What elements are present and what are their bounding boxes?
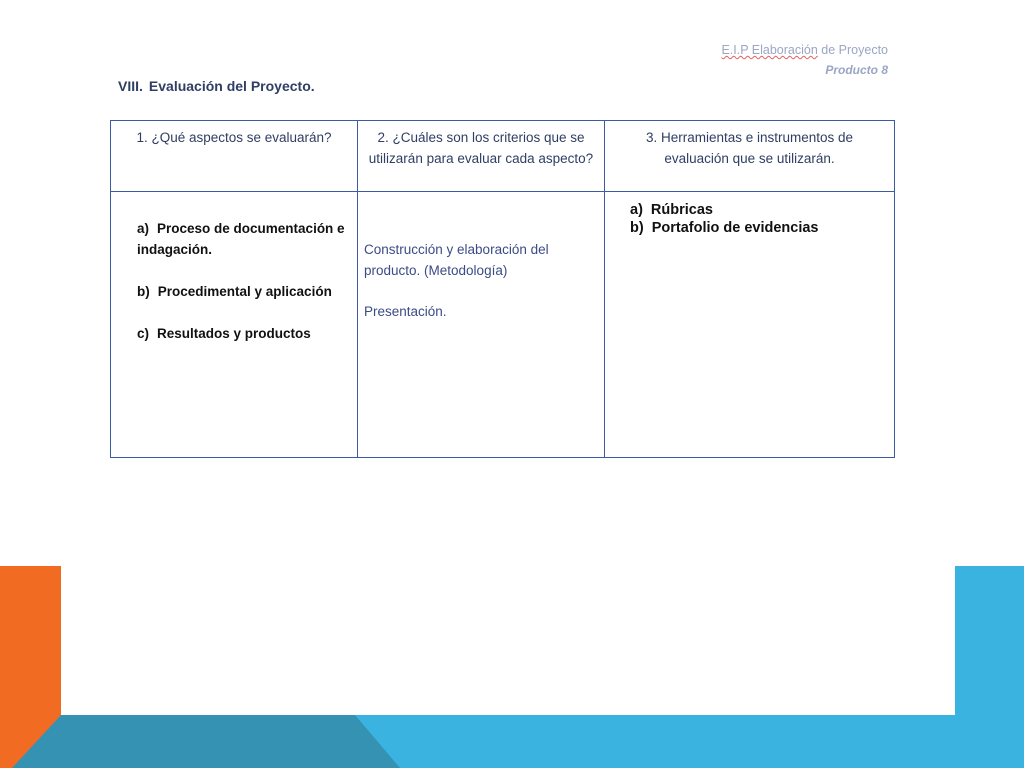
section-number: VIII. (118, 78, 143, 94)
list-item: c) Resultados y productos (137, 326, 311, 341)
column-header-tools: 3. Herramientas e instrumentos de evaluación que se utilizarán. (605, 121, 895, 192)
header-product: Producto 8 (825, 63, 888, 77)
criterion-presentation: Presentación. (364, 304, 447, 319)
list-item: b) Portafolio de evidencias (630, 220, 819, 236)
list-item: a) Proceso de documentación e indagación. (137, 221, 345, 257)
column-header-criteria: 2. ¿Cuáles son los criterios que se utilizarán para evaluar cada aspecto? (358, 121, 605, 192)
header-project: de Proyecto (817, 43, 888, 57)
criterion-construction: Construcción y elaboración del producto. (Metodología) (364, 242, 549, 278)
header-eip: E.I.P Elaboración (721, 43, 818, 57)
bottom-dark-blue-band (0, 715, 400, 768)
list-item: b) Procedimental y aplicación (137, 284, 332, 299)
section-title-text: Evaluación del Proyecto. (148, 78, 315, 94)
list-item: a) Rúbricas (630, 202, 713, 218)
column-header-aspects: 1. ¿Qué aspectos se evaluarán? (111, 121, 358, 192)
